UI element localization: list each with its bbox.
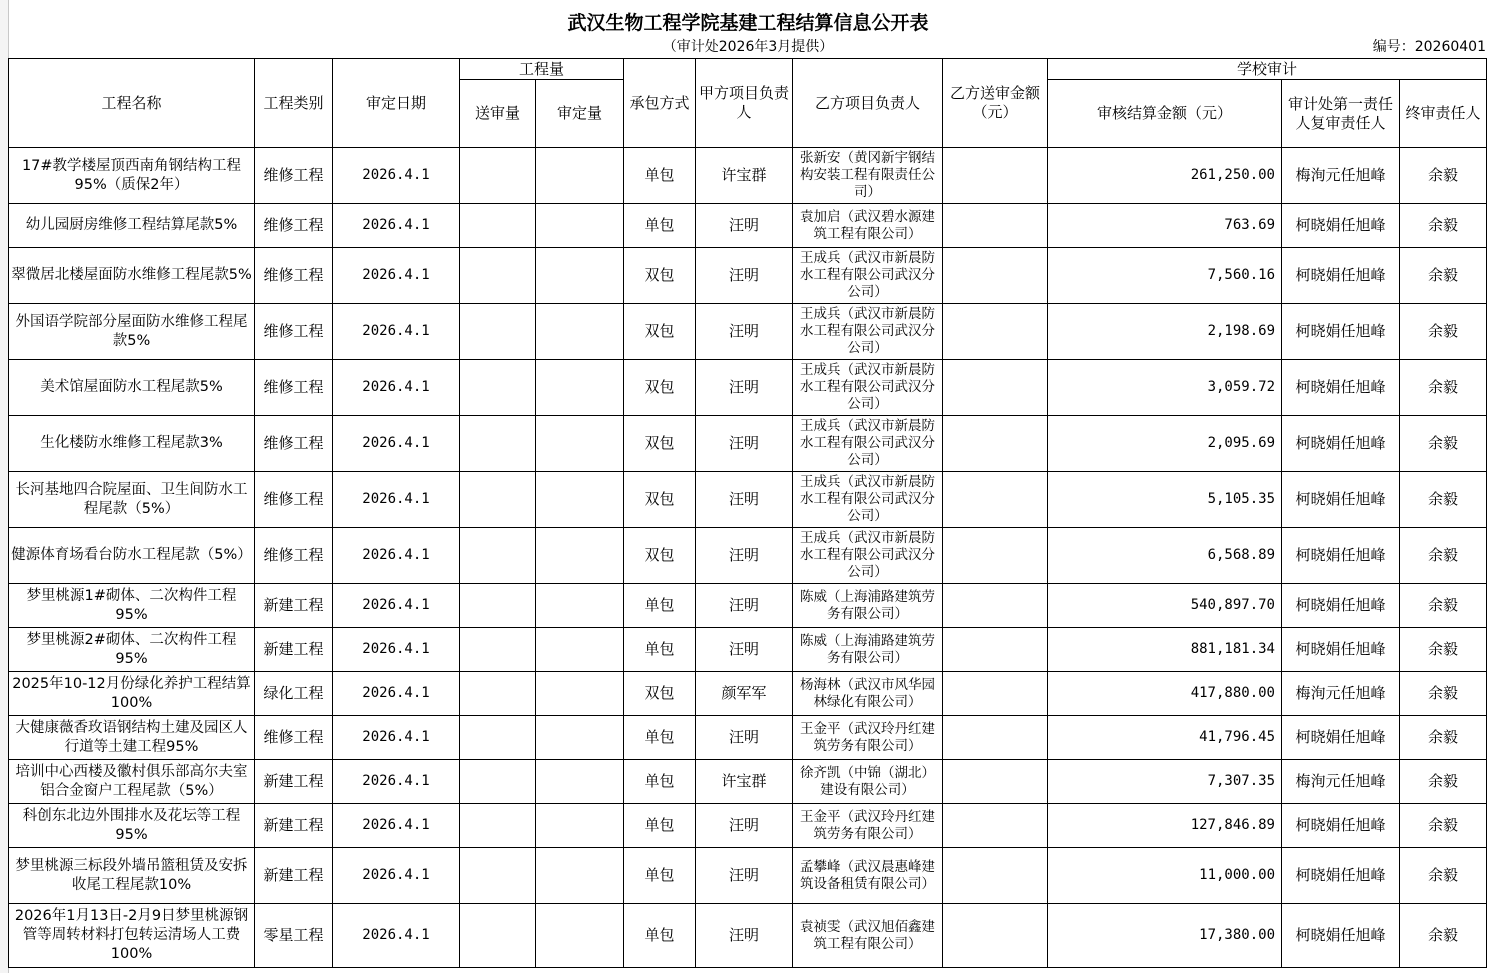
table-row: [9, 416, 1487, 472]
cell-party-b-lead[interactable]: 陈威（上海浦路建筑劳务有限公司）: [793, 628, 943, 672]
cell-audited-amount[interactable]: 881,181.34: [1048, 628, 1282, 672]
table-row: [9, 672, 1487, 716]
cell-party-b-amount[interactable]: [943, 804, 1048, 848]
cell-approved-qty[interactable]: [536, 804, 624, 848]
cell-party-b-lead[interactable]: 袁加启（武汉碧水源建筑工程有限公司）: [793, 204, 943, 248]
cell-party-a-lead[interactable]: 汪明: [696, 848, 793, 904]
cell-party-b-amount[interactable]: [943, 904, 1048, 968]
header-party-b-lead[interactable]: 乙方项目负责人: [793, 59, 943, 148]
cell-contract-mode[interactable]: 单包: [624, 760, 696, 804]
cell-party-b-lead[interactable]: 袁祯雯（武汉旭佰鑫建筑工程有限公司）: [793, 904, 943, 968]
cell-audited-amount[interactable]: 7,307.35: [1048, 760, 1282, 804]
cell-project-type[interactable]: 新建工程: [255, 628, 333, 672]
cell-final-reviewer[interactable]: 余毅: [1400, 760, 1487, 804]
cell-party-b-amount[interactable]: [943, 760, 1048, 804]
cell-approval-date[interactable]: 2026.4.1: [333, 628, 460, 672]
cell-project-type[interactable]: 维修工程: [255, 528, 333, 584]
cell-final-reviewer[interactable]: 余毅: [1400, 628, 1487, 672]
table-row: [9, 360, 1487, 416]
cell-audit-reviewers[interactable]: 梅洵元任旭峰: [1282, 760, 1400, 804]
cell-submitted-qty[interactable]: [460, 848, 536, 904]
cell-party-b-amount[interactable]: [943, 628, 1048, 672]
cell-project-name[interactable]: 17#教学楼屋顶西南角钢结构工程95%（质保2年）: [9, 148, 255, 204]
cell-project-type[interactable]: 维修工程: [255, 360, 333, 416]
cell-party-a-lead[interactable]: 汪明: [696, 716, 793, 760]
cell-project-type[interactable]: 维修工程: [255, 248, 333, 304]
cell-party-b-lead[interactable]: 张新安（黄冈新宇钢结构安装工程有限责任公司）: [793, 148, 943, 204]
cell-party-a-lead[interactable]: 汪明: [696, 584, 793, 628]
cell-project-name[interactable]: 幼儿园厨房维修工程结算尾款5%: [9, 204, 255, 248]
cell-project-type[interactable]: 新建工程: [255, 804, 333, 848]
cell-audited-amount[interactable]: 417,880.00: [1048, 672, 1282, 716]
cell-approved-qty[interactable]: [536, 148, 624, 204]
cell-approval-date[interactable]: 2026.4.1: [333, 672, 460, 716]
cell-project-type[interactable]: 零星工程: [255, 904, 333, 968]
cell-approved-qty[interactable]: [536, 248, 624, 304]
cell-submitted-qty[interactable]: [460, 472, 536, 528]
cell-audit-reviewers[interactable]: 柯晓娟任旭峰: [1282, 716, 1400, 760]
cell-party-a-lead[interactable]: 汪明: [696, 360, 793, 416]
cell-party-b-amount[interactable]: [943, 528, 1048, 584]
cell-project-type[interactable]: 维修工程: [255, 716, 333, 760]
cell-submitted-qty[interactable]: [460, 628, 536, 672]
table-row: [9, 148, 1487, 204]
cell-project-type[interactable]: 新建工程: [255, 584, 333, 628]
cell-party-b-lead[interactable]: 王成兵（武汉市新晨防水工程有限公司武汉分公司）: [793, 416, 943, 472]
cell-audit-reviewers[interactable]: 柯晓娟任旭峰: [1282, 248, 1400, 304]
header-final-reviewer[interactable]: 终审责任人: [1400, 80, 1487, 148]
cell-approved-qty[interactable]: [536, 672, 624, 716]
cell-party-a-lead[interactable]: 汪明: [696, 904, 793, 968]
document-number[interactable]: 编号：20260401: [1372, 39, 1486, 55]
cell-approved-qty[interactable]: [536, 716, 624, 760]
cell-approved-qty[interactable]: [536, 416, 624, 472]
cell-submitted-qty[interactable]: [460, 204, 536, 248]
cell-approval-date[interactable]: 2026.4.1: [333, 304, 460, 360]
cell-project-type[interactable]: 新建工程: [255, 848, 333, 904]
cell-approved-qty[interactable]: [536, 360, 624, 416]
cell-approved-qty[interactable]: [536, 760, 624, 804]
cell-final-reviewer[interactable]: 余毅: [1400, 360, 1487, 416]
cell-audited-amount[interactable]: 2,198.69: [1048, 304, 1282, 360]
cell-final-reviewer[interactable]: 余毅: [1400, 204, 1487, 248]
cell-approved-qty[interactable]: [536, 584, 624, 628]
cell-party-a-lead[interactable]: 许宝群: [696, 148, 793, 204]
cell-submitted-qty[interactable]: [460, 248, 536, 304]
cell-audited-amount[interactable]: 261,250.00: [1048, 148, 1282, 204]
cell-audited-amount[interactable]: 127,846.89: [1048, 804, 1282, 848]
cell-audit-reviewers[interactable]: 柯晓娟任旭峰: [1282, 628, 1400, 672]
cell-project-name[interactable]: 外国语学院部分屋面防水维修工程尾款5%: [9, 304, 255, 360]
table-row: [9, 472, 1487, 528]
cell-party-b-lead[interactable]: 陈威（上海浦路建筑劳务有限公司）: [793, 584, 943, 628]
cell-party-b-lead[interactable]: 王成兵（武汉市新晨防水工程有限公司武汉分公司）: [793, 304, 943, 360]
cell-audit-reviewers[interactable]: 梅洵元任旭峰: [1282, 672, 1400, 716]
header-approval-date[interactable]: 审定日期: [333, 59, 460, 148]
table-row: [9, 204, 1487, 248]
cell-party-b-amount[interactable]: [943, 148, 1048, 204]
cell-approval-date[interactable]: 2026.4.1: [333, 804, 460, 848]
cell-submitted-qty[interactable]: [460, 304, 536, 360]
cell-contract-mode[interactable]: 双包: [624, 672, 696, 716]
cell-project-name[interactable]: 长河基地四合院屋面、卫生间防水工程尾款（5%）: [9, 472, 255, 528]
cell-approval-date[interactable]: 2026.4.1: [333, 716, 460, 760]
cell-audited-amount[interactable]: 41,796.45: [1048, 716, 1282, 760]
cell-final-reviewer[interactable]: 余毅: [1400, 148, 1487, 204]
cell-project-type[interactable]: 维修工程: [255, 148, 333, 204]
cell-party-a-lead[interactable]: 汪明: [696, 628, 793, 672]
table-row: [9, 716, 1487, 760]
cell-project-name[interactable]: 2025年10-12月份绿化养护工程结算100%: [9, 672, 255, 716]
header-project-type[interactable]: 工程类别: [255, 59, 333, 148]
cell-submitted-qty[interactable]: [460, 148, 536, 204]
header-submitted-qty[interactable]: 送审量: [460, 80, 536, 148]
cell-audited-amount[interactable]: 3,059.72: [1048, 360, 1282, 416]
cell-contract-mode[interactable]: 单包: [624, 148, 696, 204]
cell-final-reviewer[interactable]: 余毅: [1400, 716, 1487, 760]
cell-party-b-amount[interactable]: [943, 248, 1048, 304]
cell-party-a-lead[interactable]: 汪明: [696, 804, 793, 848]
header-party-b-amount[interactable]: 乙方送审金额（元）: [943, 59, 1048, 148]
cell-contract-mode[interactable]: 单包: [624, 848, 696, 904]
cell-submitted-qty[interactable]: [460, 904, 536, 968]
cell-project-type[interactable]: 新建工程: [255, 760, 333, 804]
cell-submitted-qty[interactable]: [460, 672, 536, 716]
cell-audit-reviewers[interactable]: 柯晓娟任旭峰: [1282, 528, 1400, 584]
cell-submitted-qty[interactable]: [460, 760, 536, 804]
cell-project-type[interactable]: 维修工程: [255, 416, 333, 472]
cell-project-type[interactable]: 维修工程: [255, 472, 333, 528]
cell-submitted-qty[interactable]: [460, 584, 536, 628]
header-project-name[interactable]: 工程名称: [9, 59, 255, 148]
cell-audited-amount[interactable]: 5,105.35: [1048, 472, 1282, 528]
cell-approval-date[interactable]: 2026.4.1: [333, 848, 460, 904]
cell-party-b-amount[interactable]: [943, 472, 1048, 528]
cell-final-reviewer[interactable]: 余毅: [1400, 248, 1487, 304]
table-row: [9, 848, 1487, 904]
cell-project-name[interactable]: 梦里桃源1#砌体、二次构件工程95%: [9, 584, 255, 628]
cell-party-b-lead[interactable]: 杨海林（武汉市风华园林绿化有限公司）: [793, 672, 943, 716]
cell-approved-qty[interactable]: [536, 848, 624, 904]
cell-contract-mode[interactable]: 双包: [624, 304, 696, 360]
cell-final-reviewer[interactable]: 余毅: [1400, 528, 1487, 584]
cell-project-name[interactable]: 生化楼防水维修工程尾款3%: [9, 416, 255, 472]
cell-party-b-amount[interactable]: [943, 304, 1048, 360]
cell-project-name[interactable]: 健源体育场看台防水工程尾款（5%）: [9, 528, 255, 584]
cell-final-reviewer[interactable]: 余毅: [1400, 804, 1487, 848]
cell-contract-mode[interactable]: 单包: [624, 584, 696, 628]
cell-approved-qty[interactable]: [536, 204, 624, 248]
cell-approved-qty[interactable]: [536, 628, 624, 672]
header-school-audit-group[interactable]: 学校审计: [1048, 59, 1487, 80]
cell-approval-date[interactable]: 2026.4.1: [333, 904, 460, 968]
cell-party-b-amount[interactable]: [943, 848, 1048, 904]
cell-project-name[interactable]: 梦里桃源2#砌体、二次构件工程95%: [9, 628, 255, 672]
cell-final-reviewer[interactable]: 余毅: [1400, 672, 1487, 716]
cell-project-name[interactable]: 2026年1月13日-2月9日梦里桃源钢管等周转材料打包转运清场人工费100%: [9, 904, 255, 968]
cell-project-type[interactable]: 维修工程: [255, 304, 333, 360]
header-party-a-lead[interactable]: 甲方项目负责人: [696, 59, 793, 148]
cell-audited-amount[interactable]: 11,000.00: [1048, 848, 1282, 904]
cell-audit-reviewers[interactable]: 柯晓娟任旭峰: [1282, 360, 1400, 416]
cell-audit-reviewers[interactable]: 梅洵元任旭峰: [1282, 148, 1400, 204]
cell-party-b-amount[interactable]: [943, 204, 1048, 248]
table-row: [9, 304, 1487, 360]
cell-audit-reviewers[interactable]: 柯晓娟任旭峰: [1282, 584, 1400, 628]
cell-party-b-lead[interactable]: 王金平（武汉玲丹红建筑劳务有限公司）: [793, 716, 943, 760]
cell-final-reviewer[interactable]: 余毅: [1400, 472, 1487, 528]
cell-approval-date[interactable]: 2026.4.1: [333, 472, 460, 528]
cell-project-name[interactable]: 大健康薇香玫语钢结构土建及园区人行道等土建工程95%: [9, 716, 255, 760]
cell-party-b-lead[interactable]: 徐齐凯（中锦（湖北）建设有限公司）: [793, 760, 943, 804]
cell-party-b-amount[interactable]: [943, 416, 1048, 472]
cell-party-b-amount[interactable]: [943, 716, 1048, 760]
cell-contract-mode[interactable]: 双包: [624, 360, 696, 416]
cell-approved-qty[interactable]: [536, 472, 624, 528]
cell-approved-qty[interactable]: [536, 304, 624, 360]
cell-submitted-qty[interactable]: [460, 528, 536, 584]
table-row: [9, 248, 1487, 304]
cell-audit-reviewers[interactable]: 柯晓娟任旭峰: [1282, 904, 1400, 968]
cell-approval-date[interactable]: 2026.4.1: [333, 528, 460, 584]
cell-audited-amount[interactable]: 6,568.89: [1048, 528, 1282, 584]
header-quantity-group[interactable]: 工程量: [460, 59, 624, 80]
cell-audit-reviewers[interactable]: 柯晓娟任旭峰: [1282, 472, 1400, 528]
cell-party-a-lead[interactable]: 汪明: [696, 528, 793, 584]
cell-contract-mode[interactable]: 单包: [624, 804, 696, 848]
settlement-table: [8, 58, 1487, 968]
cell-party-b-lead[interactable]: 孟攀峰（武汉晨惠峰建筑设备租赁有限公司）: [793, 848, 943, 904]
cell-party-b-amount[interactable]: [943, 584, 1048, 628]
cell-project-name[interactable]: 培训中心西楼及徽村俱乐部高尔夫室铝合金窗户工程尾款（5%）: [9, 760, 255, 804]
cell-approval-date[interactable]: 2026.4.1: [333, 416, 460, 472]
cell-project-type[interactable]: 绿化工程: [255, 672, 333, 716]
cell-submitted-qty[interactable]: [460, 360, 536, 416]
cell-audit-reviewers[interactable]: 柯晓娟任旭峰: [1282, 804, 1400, 848]
cell-party-a-lead[interactable]: 颜军军: [696, 672, 793, 716]
cell-party-a-lead[interactable]: 汪明: [696, 248, 793, 304]
cell-approval-date[interactable]: 2026.4.1: [333, 760, 460, 804]
cell-audited-amount[interactable]: 7,560.16: [1048, 248, 1282, 304]
cell-final-reviewer[interactable]: 余毅: [1400, 848, 1487, 904]
cell-approved-qty[interactable]: [536, 528, 624, 584]
cell-approved-qty[interactable]: [536, 904, 624, 968]
cell-audit-reviewers[interactable]: 柯晓娟任旭峰: [1282, 416, 1400, 472]
table-row: [9, 628, 1487, 672]
table-row: [9, 804, 1487, 848]
sheet-subtitle[interactable]: （审计处2026年3月提供）: [662, 39, 834, 55]
cell-project-name[interactable]: 梦里桃源三标段外墙吊篮租赁及安拆收尾工程尾款10%: [9, 848, 255, 904]
cell-party-b-lead[interactable]: 王成兵（武汉市新晨防水工程有限公司武汉分公司）: [793, 472, 943, 528]
cell-submitted-qty[interactable]: [460, 716, 536, 760]
cell-submitted-qty[interactable]: [460, 416, 536, 472]
cell-final-reviewer[interactable]: 余毅: [1400, 416, 1487, 472]
cell-approval-date[interactable]: 2026.4.1: [333, 360, 460, 416]
header-audit-reviewers[interactable]: 审计处第一责任人复审责任人: [1282, 80, 1400, 148]
cell-contract-mode[interactable]: 双包: [624, 416, 696, 472]
cell-party-b-lead[interactable]: 王金平（武汉玲丹红建筑劳务有限公司）: [793, 804, 943, 848]
cell-approval-date[interactable]: 2026.4.1: [333, 584, 460, 628]
cell-contract-mode[interactable]: 双包: [624, 528, 696, 584]
cell-final-reviewer[interactable]: 余毅: [1400, 304, 1487, 360]
cell-project-name[interactable]: 科创东北边外围排水及花坛等工程95%: [9, 804, 255, 848]
header-contract-mode[interactable]: 承包方式: [624, 59, 696, 148]
cell-audited-amount[interactable]: 540,897.70: [1048, 584, 1282, 628]
table-row: [9, 584, 1487, 628]
cell-final-reviewer[interactable]: 余毅: [1400, 584, 1487, 628]
cell-approval-date[interactable]: 2026.4.1: [333, 248, 460, 304]
cell-party-b-lead[interactable]: 王成兵（武汉市新晨防水工程有限公司武汉分公司）: [793, 248, 943, 304]
cell-party-a-lead[interactable]: 许宝群: [696, 760, 793, 804]
cell-audit-reviewers[interactable]: 柯晓娟任旭峰: [1282, 304, 1400, 360]
cell-project-type[interactable]: 维修工程: [255, 204, 333, 248]
cell-contract-mode[interactable]: 双包: [624, 248, 696, 304]
cell-contract-mode[interactable]: 单包: [624, 628, 696, 672]
cell-contract-mode[interactable]: 单包: [624, 904, 696, 968]
table-row: [9, 528, 1487, 584]
header-approved-qty[interactable]: 审定量: [536, 80, 624, 148]
table-row: [9, 904, 1487, 968]
header-audited-amount[interactable]: 审核结算金额（元）: [1048, 80, 1282, 148]
cell-party-a-lead[interactable]: 汪明: [696, 204, 793, 248]
cell-party-b-lead[interactable]: 王成兵（武汉市新晨防水工程有限公司武汉分公司）: [793, 528, 943, 584]
cell-approval-date[interactable]: 2026.4.1: [333, 204, 460, 248]
cell-party-a-lead[interactable]: 汪明: [696, 472, 793, 528]
cell-audited-amount[interactable]: 2,095.69: [1048, 416, 1282, 472]
cell-party-a-lead[interactable]: 汪明: [696, 416, 793, 472]
cell-contract-mode[interactable]: 单包: [624, 716, 696, 760]
cell-contract-mode[interactable]: 单包: [624, 204, 696, 248]
cell-project-name[interactable]: 美术馆屋面防水工程尾款5%: [9, 360, 255, 416]
sheet-title[interactable]: 武汉生物工程学院基建工程结算信息公开表: [567, 12, 929, 34]
cell-submitted-qty[interactable]: [460, 804, 536, 848]
cell-party-a-lead[interactable]: 汪明: [696, 304, 793, 360]
cell-contract-mode[interactable]: 双包: [624, 472, 696, 528]
cell-audit-reviewers[interactable]: 柯晓娟任旭峰: [1282, 204, 1400, 248]
cell-project-name[interactable]: 翠微居北楼屋面防水维修工程尾款5%: [9, 248, 255, 304]
cell-audited-amount[interactable]: 763.69: [1048, 204, 1282, 248]
cell-approval-date[interactable]: 2026.4.1: [333, 148, 460, 204]
cell-party-b-lead[interactable]: 王成兵（武汉市新晨防水工程有限公司武汉分公司）: [793, 360, 943, 416]
cell-party-b-amount[interactable]: [943, 672, 1048, 716]
table-body: [9, 148, 1487, 968]
cell-audited-amount[interactable]: 17,380.00: [1048, 904, 1282, 968]
cell-party-b-amount[interactable]: [943, 360, 1048, 416]
cell-audit-reviewers[interactable]: 柯晓娟任旭峰: [1282, 848, 1400, 904]
cell-final-reviewer[interactable]: 余毅: [1400, 904, 1487, 968]
table-row: [9, 760, 1487, 804]
